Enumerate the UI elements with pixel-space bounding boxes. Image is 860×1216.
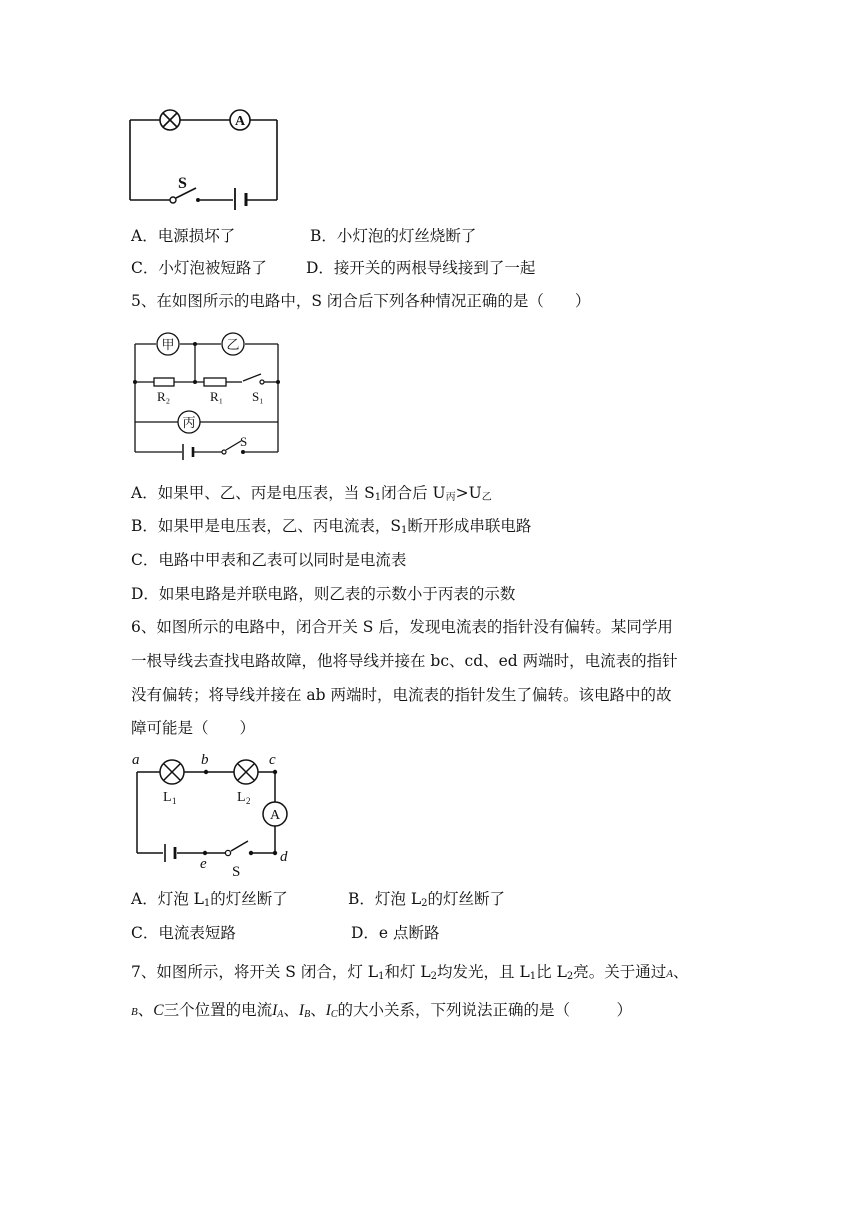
- text: 、: [137, 1001, 154, 1019]
- q6-stem-line3: 没有偏转；将导线并接在 ab 两端时，电流表的指针发生了偏转。该电路中的故: [131, 686, 672, 704]
- q5-circuit-diagram: [130, 330, 290, 470]
- q7-stem-line2: [131, 1000, 632, 1025]
- q5-stem: 5、在如图所示的电路中，S 闭合后下列各种情况正确的是（ ）: [131, 292, 591, 310]
- text: 的灯丝断了: [427, 890, 506, 908]
- sub: 2: [566, 971, 574, 982]
- text: 、: [283, 1001, 299, 1019]
- q4-option-b[interactable]: B．小灯泡的灯丝烧断了: [310, 227, 477, 245]
- text: I: [298, 1002, 305, 1019]
- q4-circuit-diagram: [120, 100, 290, 210]
- text: 、: [673, 963, 689, 981]
- r1-label: R₁: [210, 389, 224, 404]
- point-e-label: e: [200, 856, 207, 872]
- q6-option-d[interactable]: D．e 点断路: [351, 924, 440, 942]
- q5-option-b[interactable]: [131, 516, 531, 541]
- text: B: [131, 1006, 138, 1018]
- resistor-r2: [154, 378, 174, 386]
- sub: 1: [378, 971, 385, 982]
- l1-label: L: [163, 790, 172, 805]
- text: 比 L: [536, 963, 567, 981]
- text: I: [325, 1002, 331, 1019]
- text: I: [272, 1002, 278, 1019]
- resistor-r1: [204, 378, 226, 386]
- l2-label: L: [237, 790, 246, 805]
- q4-option-a[interactable]: A．电源损坏了: [131, 227, 236, 245]
- sub: 2: [421, 898, 428, 909]
- sub: 丙: [445, 492, 456, 503]
- q4-option-d[interactable]: D．接开关的两根导线接到了一起: [306, 259, 536, 277]
- text: 和灯 L: [384, 963, 431, 981]
- text: 闭合后 U: [381, 484, 446, 502]
- switch-label: S: [178, 175, 187, 192]
- point-a-label: a: [132, 752, 140, 768]
- text: 亮。关于通过: [573, 963, 667, 981]
- text: 三个位置的电流: [163, 1001, 273, 1019]
- meter-jia-label: 甲: [161, 337, 175, 352]
- q7-stem-line1: [131, 962, 689, 987]
- q6-stem-line4: 障可能是（ ）: [131, 719, 256, 737]
- text: 的大小关系，下列说法正确的是（ ）: [337, 1001, 633, 1019]
- text: 均发光，且 L: [437, 963, 530, 981]
- l2-sub: 2: [246, 796, 251, 806]
- text: >U: [455, 484, 482, 502]
- switch-label: S: [232, 864, 241, 880]
- switch-contact: [170, 197, 176, 203]
- q5-option-a[interactable]: [131, 483, 492, 508]
- q6-option-b[interactable]: [348, 889, 505, 914]
- text: C: [153, 1002, 164, 1019]
- s1-label: S₁: [252, 389, 264, 404]
- point-d-label: d: [280, 849, 288, 865]
- text: 、: [310, 1001, 326, 1019]
- q6-circuit-diagram: [130, 750, 300, 880]
- q5-option-c[interactable]: C．电路中甲表和乙表可以同时是电流表: [131, 551, 407, 569]
- sub: 1: [203, 898, 211, 909]
- point-c-label: c: [269, 752, 276, 768]
- sub: B: [304, 1009, 311, 1020]
- sub: 1: [529, 971, 537, 982]
- sub: 乙: [481, 492, 492, 503]
- ammeter-label: A: [234, 114, 246, 129]
- lamp-icon: [160, 110, 180, 130]
- text: 7、如图所示，将开关 S 闭合，灯 L: [131, 963, 379, 981]
- battery-icon: [183, 444, 193, 460]
- point-b-label: b: [201, 752, 209, 768]
- text: A．如果甲、乙、丙是电压表，当 S: [131, 484, 375, 502]
- text: B．如果甲是电压表，乙、丙电流表，S: [131, 517, 402, 535]
- sub: C: [330, 1009, 338, 1020]
- battery-icon: [165, 844, 175, 862]
- r2-label: R₂: [157, 389, 171, 404]
- sub: A: [277, 1009, 284, 1020]
- text: 断开形成串联电路: [407, 517, 532, 535]
- q5-option-d[interactable]: D．如果电路是并联电路，则乙表的示数小于丙表的示数: [131, 585, 516, 603]
- text: B．灯泡 L: [348, 890, 422, 908]
- text: A．灯泡 L: [131, 890, 204, 908]
- l1-sub: 1: [172, 796, 177, 806]
- q6-stem-line2: 一根导线去查找电路故障，他将导线并接在 bc、cd、ed 两端时，电流表的指针: [131, 652, 678, 670]
- sub: 2: [430, 971, 438, 982]
- s-label: S: [240, 434, 248, 449]
- q4-option-c[interactable]: C．小灯泡被短路了: [131, 259, 267, 277]
- q6-option-c[interactable]: C．电流表短路: [131, 924, 236, 942]
- ammeter-label: A: [269, 808, 281, 823]
- meter-bing-label: 丙: [182, 415, 196, 430]
- q6-option-a[interactable]: [131, 889, 288, 914]
- meter-yi-label: 乙: [226, 337, 240, 352]
- q6-stem-line1: 6、如图所示的电路中，闭合开关 S 后，发现电流表的指针没有偏转。某同学用: [131, 618, 673, 636]
- sub: 1: [374, 492, 382, 503]
- text: 的灯丝断了: [210, 890, 288, 908]
- sub: 1: [401, 525, 408, 536]
- battery-icon: [235, 188, 246, 210]
- text: A: [666, 968, 674, 980]
